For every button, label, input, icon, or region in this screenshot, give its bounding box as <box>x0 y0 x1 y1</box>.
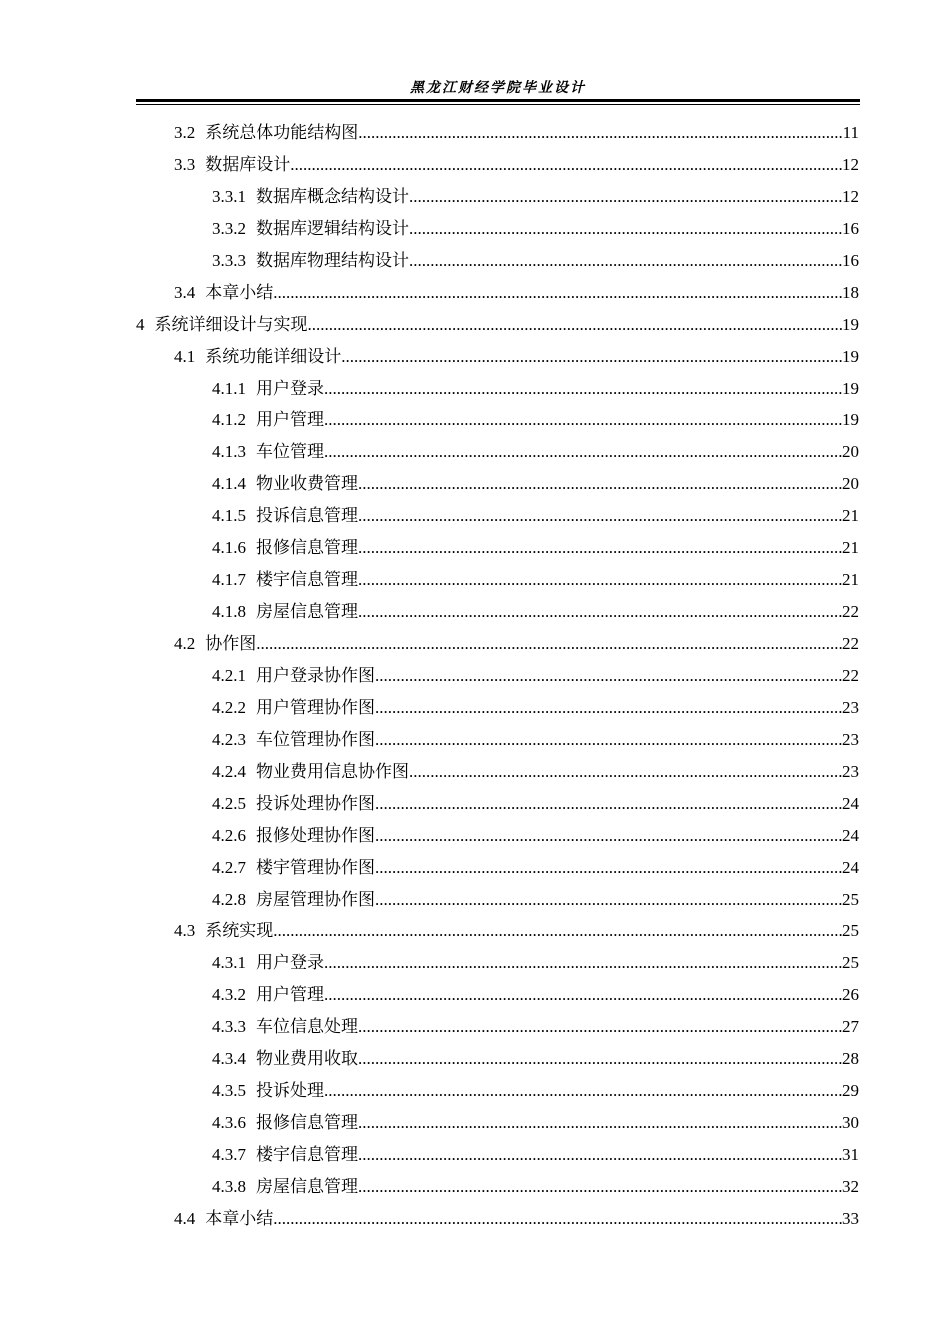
toc-entry-page-number: 16 <box>842 250 859 270</box>
toc-entry-page-number: 12 <box>842 186 859 206</box>
toc-entry-number: 3.2 <box>174 123 196 142</box>
toc-entry[interactable] <box>136 947 859 979</box>
toc-entry-page-number: 21 <box>842 506 859 526</box>
toc-entry-page-number: 21 <box>842 538 859 558</box>
toc-dot-leader <box>358 1171 842 1203</box>
toc-entry-number: 4.3.5 <box>212 1081 246 1101</box>
toc-entry[interactable] <box>136 1075 859 1107</box>
toc-dot-leader <box>375 788 842 820</box>
table-of-contents <box>136 117 859 1235</box>
toc-dot-leader <box>409 756 842 788</box>
toc-entry-title: 车位管理 <box>256 442 324 462</box>
toc-entry[interactable] <box>136 660 859 692</box>
toc-entry-number: 4.2.5 <box>212 793 246 813</box>
toc-entry-page-number: 25 <box>842 889 859 909</box>
toc-entry[interactable] <box>136 1011 859 1043</box>
toc-entry-title: 车位管理协作图 <box>256 729 375 749</box>
toc-dot-leader <box>358 468 842 500</box>
toc-entry-title: 用户管理 <box>256 410 324 430</box>
toc-entry[interactable] <box>136 692 859 724</box>
toc-entry-page-number: 19 <box>842 410 859 430</box>
header-rule-thick <box>136 99 860 102</box>
toc-dot-leader <box>341 341 842 373</box>
toc-entry-number: 3.3 <box>174 154 196 174</box>
toc-entry-number: 4.2.3 <box>212 729 246 749</box>
toc-entry[interactable] <box>136 245 859 277</box>
toc-entry[interactable] <box>136 149 859 181</box>
toc-entry-number: 4.3.8 <box>212 1176 246 1196</box>
toc-entry-page-number: 22 <box>842 634 859 653</box>
toc-entry-page-number: 25 <box>842 953 859 973</box>
toc-dot-leader <box>273 915 842 947</box>
toc-entry[interactable] <box>136 1139 859 1171</box>
toc-entry-page-number: 24 <box>842 793 859 813</box>
toc-entry-page-number: 24 <box>842 825 859 845</box>
toc-entry[interactable] <box>136 756 859 788</box>
toc-entry[interactable] <box>136 1043 859 1075</box>
toc-entry-page-number: 32 <box>842 1176 859 1196</box>
toc-entry-number: 4.1.3 <box>212 442 246 462</box>
toc-entry-number: 4.1.2 <box>212 410 246 430</box>
toc-entry-title: 系统详细设计与实现 <box>154 314 308 334</box>
toc-dot-leader <box>358 117 842 149</box>
toc-entry-number: 4.2.1 <box>212 665 246 685</box>
toc-dot-leader <box>324 979 842 1011</box>
toc-entry-page-number: 29 <box>842 1081 859 1101</box>
toc-entry-page-number: 30 <box>842 1113 859 1133</box>
toc-entry-page-number: 26 <box>842 985 859 1005</box>
toc-entry-title: 协作图 <box>205 634 257 653</box>
toc-entry-title: 物业费用收取 <box>256 1049 358 1069</box>
toc-entry-number: 4.1.6 <box>212 538 246 558</box>
toc-entry-title: 报修信息管理 <box>256 538 358 558</box>
toc-dot-leader <box>358 1011 842 1043</box>
toc-entry-title: 报修处理协作图 <box>256 825 375 845</box>
toc-dot-leader <box>308 309 843 341</box>
toc-entry-number: 4.3.1 <box>212 953 246 973</box>
toc-entry[interactable] <box>136 788 859 820</box>
toc-entry-title: 物业费用信息协作图 <box>256 761 409 781</box>
toc-entry-page-number: 22 <box>842 602 859 622</box>
toc-entry[interactable] <box>136 979 859 1011</box>
toc-entry[interactable] <box>136 468 859 500</box>
toc-entry-page-number: 25 <box>842 921 859 941</box>
toc-entry[interactable] <box>136 213 859 245</box>
toc-entry-title: 报修信息管理 <box>256 1113 358 1133</box>
toc-dot-leader <box>324 436 842 468</box>
toc-entry[interactable] <box>136 884 859 916</box>
toc-entry-page-number: 16 <box>842 218 859 238</box>
toc-entry-page-number: 23 <box>842 729 859 749</box>
toc-entry-page-number: 23 <box>842 697 859 717</box>
toc-entry-title: 车位信息处理 <box>256 1017 358 1037</box>
toc-entry-page-number: 24 <box>842 857 859 877</box>
toc-dot-leader <box>358 564 842 596</box>
page-header-title: 黑龙江财经学院毕业设计 <box>410 81 586 96</box>
toc-entry[interactable] <box>136 117 859 149</box>
toc-entry-number: 4.3.7 <box>212 1145 246 1164</box>
toc-entry-title: 系统实现 <box>205 921 274 941</box>
toc-dot-leader <box>358 532 842 564</box>
toc-entry-title: 房屋信息管理 <box>256 1176 358 1196</box>
toc-entry[interactable] <box>136 1107 859 1139</box>
toc-dot-leader <box>409 245 842 277</box>
toc-dot-leader <box>409 181 842 213</box>
toc-entry-page-number: 22 <box>842 665 859 685</box>
toc-dot-leader <box>273 1203 842 1235</box>
header-rule-thin <box>136 104 860 105</box>
toc-entry-page-number: 11 <box>842 123 859 142</box>
toc-entry[interactable] <box>136 564 859 596</box>
toc-dot-leader <box>358 1139 842 1171</box>
toc-entry-number: 4.1.7 <box>212 570 246 590</box>
toc-entry-number: 4.3.6 <box>212 1113 246 1133</box>
toc-entry-number: 4.3 <box>174 921 196 941</box>
toc-entry-number: 4.3.3 <box>212 1017 246 1037</box>
toc-entry-page-number: 20 <box>842 442 859 462</box>
toc-dot-leader <box>375 724 842 756</box>
toc-entry-number: 4.4 <box>174 1208 196 1228</box>
toc-entry-title: 用户管理 <box>256 985 324 1005</box>
toc-dot-leader <box>290 149 842 181</box>
toc-dot-leader <box>358 500 842 532</box>
toc-dot-leader <box>358 1043 842 1075</box>
toc-entry-title: 数据库设计 <box>205 154 291 174</box>
toc-dot-leader <box>375 820 842 852</box>
toc-entry-number: 3.3.3 <box>212 250 246 270</box>
toc-entry-page-number: 33 <box>842 1208 859 1228</box>
toc-entry-number: 4.1.1 <box>212 378 246 398</box>
toc-dot-leader <box>256 628 842 660</box>
toc-entry-number: 4.3.2 <box>212 985 246 1005</box>
toc-entry-number: 3.4 <box>174 282 196 302</box>
toc-entry-number: 4.1.5 <box>212 506 246 526</box>
toc-entry[interactable] <box>136 500 859 532</box>
toc-entry[interactable] <box>136 628 859 660</box>
toc-entry-number: 3.3.2 <box>212 218 246 238</box>
toc-entry-title: 房屋信息管理 <box>256 602 358 622</box>
toc-dot-leader <box>358 596 842 628</box>
toc-entry-title: 用户登录 <box>256 953 324 973</box>
toc-dot-leader <box>324 404 842 436</box>
toc-entry[interactable] <box>136 596 859 628</box>
toc-dot-leader <box>375 884 842 916</box>
toc-entry[interactable] <box>136 852 859 884</box>
toc-entry[interactable] <box>136 341 859 373</box>
toc-dot-leader <box>273 277 842 309</box>
toc-entry-title: 楼宇管理协作图 <box>256 857 375 877</box>
toc-dot-leader <box>409 213 842 245</box>
toc-entry-number: 4 <box>136 314 145 334</box>
toc-entry-page-number: 12 <box>842 154 859 174</box>
toc-entry-page-number: 21 <box>842 570 859 590</box>
toc-dot-leader <box>324 373 842 405</box>
toc-entry[interactable] <box>136 724 859 756</box>
toc-entry-page-number: 31 <box>842 1145 859 1164</box>
toc-entry-title: 楼宇信息管理 <box>256 1145 358 1164</box>
toc-entry-title: 数据库物理结构设计 <box>256 250 409 270</box>
toc-entry-number: 4.2.7 <box>212 857 246 877</box>
toc-entry-title: 用户管理协作图 <box>256 697 375 717</box>
toc-entry-title: 本章小结 <box>205 1208 274 1228</box>
toc-entry-page-number: 23 <box>842 761 859 781</box>
toc-entry-number: 4.1.8 <box>212 602 246 622</box>
toc-entry-page-number: 28 <box>842 1049 859 1069</box>
toc-entry[interactable] <box>136 181 859 213</box>
toc-entry[interactable] <box>136 404 859 436</box>
toc-entry-page-number: 19 <box>842 346 859 366</box>
toc-entry-number: 4.2.2 <box>212 697 246 717</box>
toc-entry-title: 用户登录协作图 <box>256 665 375 685</box>
toc-entry-title: 数据库概念结构设计 <box>256 186 409 206</box>
toc-dot-leader <box>375 660 842 692</box>
toc-entry-title: 系统总体功能结构图 <box>205 123 359 142</box>
toc-entry-number: 4.1.4 <box>212 474 246 494</box>
toc-entry-page-number: 19 <box>842 378 859 398</box>
toc-entry-number: 4.2 <box>174 634 196 653</box>
toc-dot-leader <box>358 1107 842 1139</box>
toc-entry-number: 4.2.4 <box>212 761 246 781</box>
toc-entry[interactable] <box>136 1203 859 1235</box>
toc-entry-page-number: 19 <box>842 314 859 334</box>
toc-entry-title: 系统功能详细设计 <box>205 346 342 366</box>
toc-entry[interactable] <box>136 1171 859 1203</box>
toc-entry-title: 数据库逻辑结构设计 <box>256 218 409 238</box>
toc-entry-title: 用户登录 <box>256 378 324 398</box>
toc-entry-title: 投诉处理 <box>256 1081 324 1101</box>
toc-entry-title: 物业收费管理 <box>256 474 358 494</box>
toc-entry-number: 4.1 <box>174 346 196 366</box>
toc-entry[interactable] <box>136 820 859 852</box>
toc-entry[interactable] <box>136 436 859 468</box>
toc-entry-number: 3.3.1 <box>212 186 246 206</box>
toc-entry-title: 房屋管理协作图 <box>256 889 375 909</box>
toc-entry[interactable] <box>136 915 859 947</box>
toc-entry[interactable] <box>136 373 859 405</box>
toc-entry-title: 本章小结 <box>205 282 274 302</box>
toc-entry-number: 4.3.4 <box>212 1049 246 1069</box>
toc-dot-leader <box>375 852 842 884</box>
toc-entry[interactable] <box>136 277 859 309</box>
toc-entry-title: 投诉处理协作图 <box>256 793 375 813</box>
toc-entry-page-number: 18 <box>842 282 859 302</box>
toc-dot-leader <box>375 692 842 724</box>
toc-entry[interactable] <box>136 532 859 564</box>
toc-dot-leader <box>324 947 842 979</box>
toc-dot-leader <box>324 1075 842 1107</box>
toc-entry-title: 楼宇信息管理 <box>256 570 358 590</box>
toc-entry-page-number: 20 <box>842 474 859 494</box>
toc-entry[interactable] <box>136 309 859 341</box>
toc-entry-title: 投诉信息管理 <box>256 506 358 526</box>
toc-entry-number: 4.2.6 <box>212 825 246 845</box>
toc-entry-page-number: 27 <box>842 1017 859 1037</box>
toc-entry-number: 4.2.8 <box>212 889 246 909</box>
